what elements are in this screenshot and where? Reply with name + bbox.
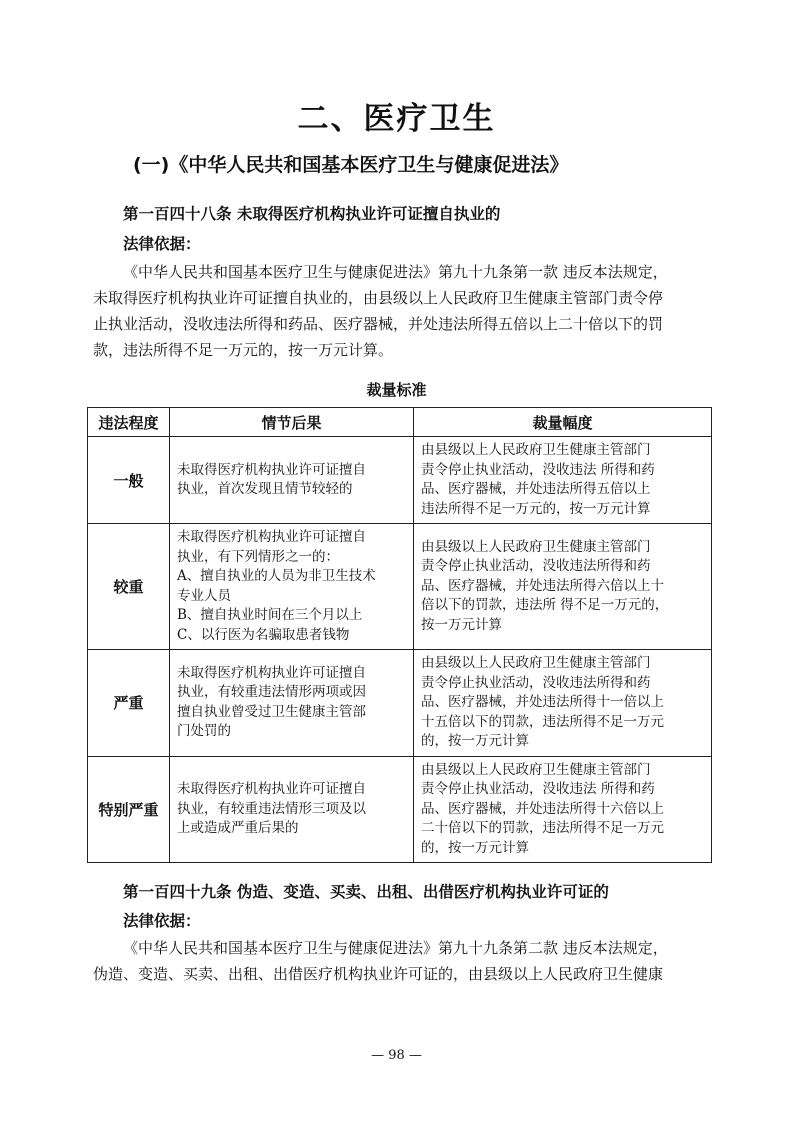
cell-line: 的，按一万元计算 — [421, 733, 529, 749]
cell-line: 上或造成严重后果的 — [177, 820, 299, 836]
cell-line: 未取得医疗机构执业许可证擅自 — [177, 664, 366, 681]
cell-line: 品、医疗器械，并处违法所得十一倍以上 — [421, 694, 664, 710]
cell-line: 责令停止执业活动，没收违法 所得和药 — [421, 461, 655, 478]
cell-line: 倍以下的罚款，违法所 得不足一万元的， — [421, 597, 669, 614]
cell-line: 由县级以上人民政府卫生健康主管部门 — [421, 761, 651, 778]
cell-line: A、擅自执业的人员为非卫生技术 — [177, 568, 376, 584]
circumstance-cell — [170, 524, 414, 650]
penalty-cell — [414, 650, 712, 757]
section-title: 二、医疗卫生 — [297, 101, 496, 137]
table-header-row — [88, 408, 712, 437]
basis-line: 款，违法所得不足一万元的，按一万元计算。 — [93, 341, 394, 359]
cell-line: C、以行医为名骗取患者钱物 — [177, 626, 350, 643]
table-row — [88, 650, 712, 757]
cell-line: 执业，有下列情形之一的： — [177, 548, 339, 565]
cell-line: 品、医疗器械，并处违法所得六倍以上十 — [421, 577, 664, 594]
circumstance-cell — [170, 650, 414, 757]
cell-line: 品、医疗器械，并处违法所得五倍以上 — [421, 481, 651, 497]
header-level: 违法程度 — [88, 408, 170, 437]
level-cell: 较重 — [88, 524, 170, 650]
level-cell: 严重 — [88, 650, 170, 757]
penalty-cell — [414, 524, 712, 650]
penalty-cell — [414, 437, 712, 524]
level-cell: 特别严重 — [88, 756, 170, 863]
cell-line: 违法所得不足一万元的，按一万元计算 — [421, 500, 651, 517]
cell-line: 执业，首次发现且情节较轻的 — [177, 481, 353, 497]
cell-line: 未取得医疗机构执业许可证擅自 — [177, 529, 366, 545]
basis-line: 《中华人民共和国基本医疗卫生与健康促进法》第九十九条第二款 违反本法规定， — [123, 939, 668, 957]
cell-line: 责令停止执业活动，没收违法 所得和药 — [421, 781, 655, 797]
circumstance-cell — [170, 437, 414, 524]
cell-line: 专业人员 — [177, 587, 231, 604]
table-row — [88, 524, 712, 650]
circumstance-cell — [170, 756, 414, 863]
cell-line: 品、医疗器械，并处违法所得十六倍以上 — [421, 800, 664, 817]
article-149-heading: 第一百四十九条 伪造、变造、买卖、出租、出借医疗机构执业许可证的 — [123, 883, 609, 901]
basis-line: 止执业活动，没收违法所得和药品、医疗器械，并处违法所得五倍以上二十倍以下的罚 — [93, 315, 664, 333]
cell-line: 按一万元计算 — [421, 616, 502, 633]
penalty-cell — [414, 756, 712, 863]
cell-line: 未取得医疗机构执业许可证擅自 — [177, 781, 366, 797]
cell-line: 二十倍以下的罚款，违法所得不足一万元 — [421, 820, 664, 836]
header-circumstance: 情节后果 — [170, 408, 414, 437]
cell-line: 执业，有较重违法情形两项或因 — [177, 684, 366, 701]
cell-line: 由县级以上人民政府卫生健康主管部门 — [421, 655, 651, 671]
article-149-basis-text — [93, 935, 705, 987]
cell-line: 由县级以上人民政府卫生健康主管部门 — [421, 538, 651, 555]
cell-line: 门处罚的 — [177, 723, 231, 740]
basis-line: 伪造、变造、买卖、出租、出借医疗机构执业许可证的，由县级以上人民政府卫生健康 — [93, 965, 664, 983]
cell-line: 未取得医疗机构执业许可证擅自 — [177, 461, 366, 478]
cell-line: 执业，有较重违法情形三项及以 — [177, 800, 366, 817]
cell-line: 责令停止执业活动，没收违法所得和药 — [421, 558, 651, 575]
table-caption: 裁量标准 — [366, 381, 427, 399]
article-148-heading: 第一百四十八条 未取得医疗机构执业许可证擅自执业的 — [123, 205, 501, 223]
basis-line: 《中华人民共和国基本医疗卫生与健康促进法》第九十九条第一款 违反本法规定， — [123, 263, 668, 281]
table-row — [88, 437, 712, 524]
cell-line: B、擅自执业时间在三个月以上 — [177, 607, 363, 623]
level-cell: 一般 — [88, 437, 170, 524]
article-148-basis-label: 法律依据： — [123, 235, 201, 253]
cell-line: 的，按一万元计算 — [421, 839, 529, 856]
cell-line: 责令停止执业活动，没收违法所得和药 — [421, 674, 651, 691]
cell-line: 由县级以上人民政府卫生健康主管部门 — [421, 442, 651, 458]
basis-line: 未取得医疗机构执业许可证擅自执业的，由县级以上人民政府卫生健康主管部门责令停 — [93, 289, 664, 307]
article-148-basis-text — [93, 259, 705, 363]
cell-line: 十五倍以下的罚款，违法所得不足一万元 — [421, 713, 664, 730]
discretion-table — [87, 407, 712, 863]
page-number: — 98 — — [371, 1048, 422, 1063]
header-penalty: 裁量幅度 — [414, 408, 712, 437]
cell-line: 擅自执业曾受过卫生健康主管部 — [177, 703, 366, 720]
table-row — [88, 756, 712, 863]
law-title: (一)《中华人民共和国基本医疗卫生与健康促进法》 — [133, 154, 569, 176]
article-149-basis-label: 法律依据： — [123, 912, 201, 930]
